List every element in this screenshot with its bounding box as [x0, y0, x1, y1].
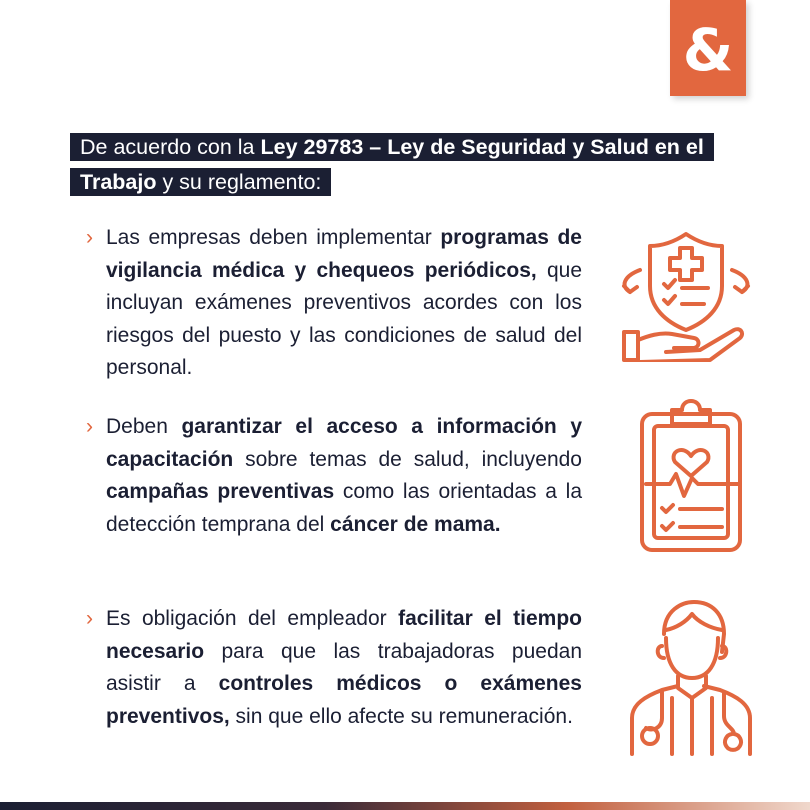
- ampersand-logo-glyph: &: [682, 16, 734, 84]
- bullet-text: [86, 222, 582, 385]
- bullet-segment-bold: garantizar el acceso a información y capacitación: [106, 415, 583, 471]
- bullet-item-employer-obligation: [86, 603, 582, 733]
- bullet-segment-bold: programas de vigilancia médica y chequeos periódicos,: [106, 226, 582, 282]
- doctor-icon: [628, 598, 754, 758]
- medical-clipboard-icon: [638, 398, 744, 554]
- health-insurance-shield-icon: [618, 228, 764, 362]
- bullet-segment: sobre temas de salud, incluyendo: [233, 447, 582, 471]
- bullet-segment-bold: controles médicos o exámenes preventivos,: [106, 672, 582, 728]
- bullet-segment: Las empresas deben implementar: [106, 226, 441, 249]
- intro-highlight: [70, 133, 714, 196]
- bullet-segment-bold: facilitar el tiempo necesario: [106, 607, 582, 663]
- intro-law-name: Ley 29783 – Ley de Seguridad y Salud en el Trabajo: [80, 135, 704, 194]
- bullet-segment: sin que ello afecte su remuneración.: [229, 704, 573, 728]
- chevron-right-icon: ›: [86, 607, 93, 630]
- intro-after: y su reglamento:: [156, 170, 322, 194]
- bullet-item-information-access: [86, 411, 582, 541]
- chevron-right-icon: ›: [86, 415, 93, 438]
- bullet-segment: que incluyan exámenes preventivos acordes con los riesgos del puesto y las condiciones de salud del personal.: [106, 258, 583, 379]
- bullet-segment-bold: cáncer de mama.: [330, 512, 501, 536]
- bullet-segment: como las orientadas a la detección temprana del: [106, 480, 582, 536]
- bullet-item-medical-programs: [86, 222, 582, 385]
- intro-before: De acuerdo con la: [80, 135, 261, 159]
- bullet-segment: para que las trabajadoras puedan asistir a: [106, 639, 582, 695]
- bottom-gradient-bar: [0, 802, 810, 810]
- brand-logo: [670, 0, 746, 96]
- bullet-segment-bold: campañas preventivas: [106, 480, 335, 503]
- bullet-segment: Deben: [106, 415, 182, 438]
- bullet-text: [86, 603, 582, 733]
- chevron-right-icon: ›: [86, 226, 93, 249]
- bullet-segment: Es obligación del empleador: [106, 607, 399, 630]
- intro-banner: [70, 130, 750, 200]
- bullet-text: [86, 411, 582, 541]
